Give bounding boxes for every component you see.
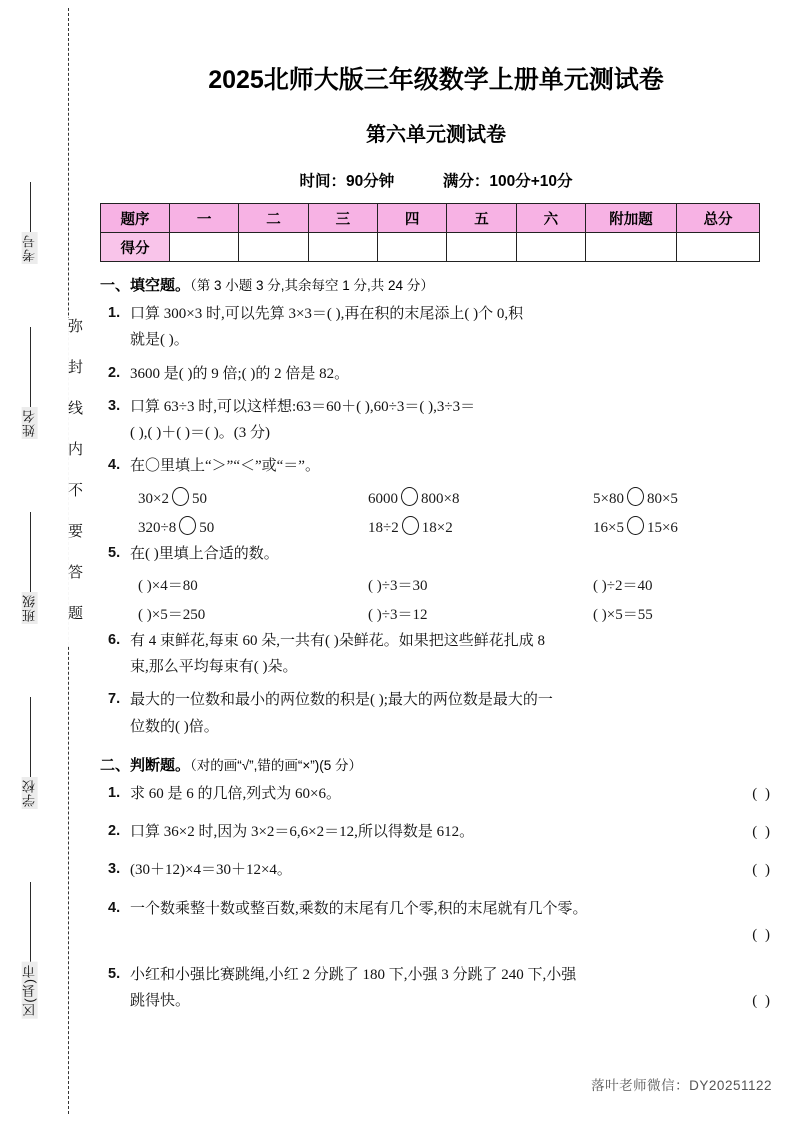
compare-grid — [100, 487, 772, 537]
answer-paren[interactable]: ( ) — [752, 824, 772, 840]
question-number: 7. — [108, 691, 121, 708]
section-heading-points: （第 3 小题 3 分,其余每空 1 分,共 24 分） — [190, 278, 434, 293]
question-line: 在( )里填上合适的数。 — [130, 545, 279, 562]
compare-circle-icon[interactable] — [627, 487, 644, 506]
compare-circle-icon[interactable] — [402, 516, 419, 535]
question-item — [100, 361, 772, 387]
section-heading — [100, 274, 772, 295]
seal-margin — [0, 0, 96, 1122]
compare-right: 15×6 — [646, 519, 678, 536]
question-item — [100, 687, 772, 740]
seal-field-district — [8, 880, 52, 1019]
question-number: 6. — [108, 631, 121, 648]
answer-paren[interactable]: ( ) — [752, 926, 772, 943]
equation-item[interactable]: ( )÷2＝40 — [593, 577, 653, 594]
question-line: 就是( )。 — [130, 332, 189, 349]
section-heading-title: 二、判断题。 — [100, 756, 191, 774]
score-entry-cell[interactable] — [586, 233, 677, 262]
seal-field-label: 区(县)市 — [22, 964, 38, 1017]
compare-item — [368, 516, 593, 537]
seal-field-label: 班级 — [22, 594, 38, 622]
section-true-false — [100, 754, 772, 1015]
question-line: 口算 63÷3 时,可以这样想:63＝60＋( ),60÷3＝( ),3÷3＝ — [130, 398, 476, 415]
compare-right: 50 — [199, 519, 215, 536]
score-table-col-total: 总分 — [677, 204, 760, 233]
answer-paren[interactable]: ( ) — [752, 993, 772, 1010]
question-item — [100, 394, 772, 447]
question-line: 在〇里填上“＞”“＜”或“＝”。 — [130, 458, 320, 475]
section-heading-title: 一、填空题。 — [100, 277, 191, 294]
exam-meta — [100, 169, 772, 191]
compare-left: 30×2 — [138, 490, 169, 507]
footer-watermark-note: 落叶老师微信：DY20251122 — [591, 1078, 772, 1093]
equation-item[interactable]: ( )÷3＝30 — [368, 577, 428, 594]
seal-field-school — [8, 695, 52, 809]
question-item — [100, 628, 772, 681]
compare-right: 50 — [191, 490, 207, 507]
compare-right: 18×2 — [421, 519, 453, 536]
question-item — [100, 962, 772, 1015]
compare-left: 5×80 — [593, 490, 624, 507]
equation-item[interactable]: ( )÷3＝12 — [368, 606, 428, 623]
compare-item — [138, 487, 368, 508]
question-item — [100, 781, 772, 807]
section-fill-in-blank — [100, 274, 772, 740]
score-table-col-6: 六 — [516, 204, 585, 233]
seal-field-label: 学校 — [22, 779, 38, 807]
equation-item[interactable]: ( )×4＝80 — [138, 577, 198, 594]
score-table-col-4: 四 — [377, 204, 446, 233]
score-table — [100, 203, 760, 262]
score-entry-cell[interactable] — [447, 233, 516, 262]
answer-paren[interactable]: ( ) — [752, 785, 772, 802]
compare-right: 800×8 — [421, 490, 460, 507]
score-entry-cell[interactable] — [170, 233, 239, 262]
score-table-row-label-score: 得分 — [101, 233, 170, 262]
exam-total-label: 满分：100分+10分 — [442, 173, 573, 190]
score-table-col-3: 三 — [308, 204, 377, 233]
section-heading-points: （对的画“√”,错的画“×”)(5 分） — [190, 757, 363, 773]
seal-field-label: 姓名 — [22, 409, 38, 437]
question-item — [100, 453, 772, 479]
compare-item — [593, 516, 793, 537]
page-body — [100, 0, 772, 1122]
score-table-header-row — [101, 204, 760, 233]
score-table-col-1: 一 — [170, 204, 239, 233]
question-item — [100, 857, 772, 883]
question-line: 口算 36×2 时,因为 3×2＝6,6×2＝12,所以得数是 612。 — [130, 824, 475, 840]
question-number: 5. — [108, 544, 121, 561]
page-subtitle: 第六单元测试卷 — [366, 124, 506, 146]
compare-right: 80×5 — [646, 490, 678, 507]
compare-item — [593, 487, 793, 508]
compare-left: 18÷2 — [368, 519, 399, 536]
seal-rule — [30, 882, 31, 962]
equation-grid — [100, 574, 772, 624]
seal-rule — [30, 512, 31, 592]
question-item — [100, 301, 772, 354]
question-number: 2. — [108, 364, 121, 381]
compare-circle-icon[interactable] — [401, 487, 418, 506]
question-line: (30＋12)×4＝30＋12×4。 — [130, 862, 292, 879]
exam-time-label: 时间：90分钟 — [299, 173, 395, 190]
question-number: 5. — [108, 966, 121, 982]
question-number: 4. — [108, 899, 121, 916]
question-line: 最大的一位数和最小的两位数的积是( );最大的两位数是最大的一 — [130, 692, 553, 709]
score-table-col-5: 五 — [447, 204, 516, 233]
question-line: ( ),( )＋( )＝( )。(3 分) — [130, 425, 270, 441]
seal-field-list — [8, 0, 52, 1122]
compare-left: 6000 — [368, 490, 398, 507]
compare-left: 16×5 — [593, 519, 624, 536]
score-entry-cell[interactable] — [677, 233, 760, 262]
score-entry-cell[interactable] — [239, 233, 308, 262]
seal-rule — [30, 327, 31, 407]
question-item — [100, 541, 772, 567]
question-number: 1. — [108, 305, 121, 321]
seal-rule — [30, 182, 31, 232]
compare-item — [368, 487, 593, 508]
score-entry-cell[interactable] — [516, 233, 585, 262]
compare-item — [138, 516, 368, 537]
compare-circle-icon[interactable] — [172, 487, 189, 506]
question-number: 2. — [108, 823, 121, 839]
question-line-with-answer — [130, 988, 772, 1014]
question-line: 求 60 是 6 的几倍,列式为 60×6。 — [130, 785, 341, 802]
question-line: 跳得快。 — [130, 993, 191, 1010]
seal-warning-text: 弥封线内不要答题 — [56, 318, 82, 646]
page-title: 2025北师大版三年级数学上册单元测试卷 — [208, 66, 664, 94]
score-table-col-bonus: 附加题 — [586, 204, 677, 233]
equation-item[interactable]: ( )×5＝55 — [593, 606, 653, 623]
question-line: 一个数乘整十数或整百数,乘数的末尾有几个零,积的末尾就有几个零。 — [130, 900, 588, 917]
compare-circle-icon[interactable] — [627, 516, 644, 535]
question-number: 1. — [108, 784, 121, 801]
equation-item[interactable]: ( )×5＝250 — [138, 606, 206, 623]
question-line: 口算 300×3 时,可以先算 3×3＝( ),再在积的末尾添上( )个 0,积 — [130, 306, 524, 322]
question-line: 束,那么平均每束有( )朵。 — [130, 659, 298, 675]
question-number: 3. — [108, 397, 121, 414]
seal-field-exam-number — [8, 180, 52, 264]
section-heading — [100, 754, 772, 775]
question-line: 有 4 束鲜花,每束 60 朵,一共有( )朵鲜花。如果把这些鲜花扎成 8 — [130, 632, 545, 649]
seal-field-label: 考号 — [22, 234, 38, 262]
seal-field-class — [8, 510, 52, 624]
score-table-row-label-question: 题序 — [101, 204, 170, 233]
compare-circle-icon[interactable] — [179, 516, 196, 535]
seal-rule — [30, 697, 31, 777]
question-line: 小红和小强比赛跳绳,小红 2 分跳了 180 下,小强 3 分跳了 240 下,小强 — [130, 967, 577, 983]
seal-field-name — [8, 325, 52, 439]
question-number: 4. — [108, 457, 121, 474]
question-item — [100, 896, 772, 949]
score-table-score-row — [101, 233, 760, 262]
answer-paren[interactable]: ( ) — [752, 862, 772, 879]
question-line: 3600 是( )的 9 倍;( )的 2 倍是 82。 — [130, 365, 350, 382]
score-entry-cell[interactable] — [377, 233, 446, 262]
score-table-col-2: 二 — [239, 204, 308, 233]
question-item — [100, 819, 772, 845]
score-entry-cell[interactable] — [308, 233, 377, 262]
compare-left: 320÷8 — [138, 519, 177, 536]
question-line: 位数的( )倍。 — [130, 718, 219, 735]
question-number: 3. — [108, 861, 121, 878]
